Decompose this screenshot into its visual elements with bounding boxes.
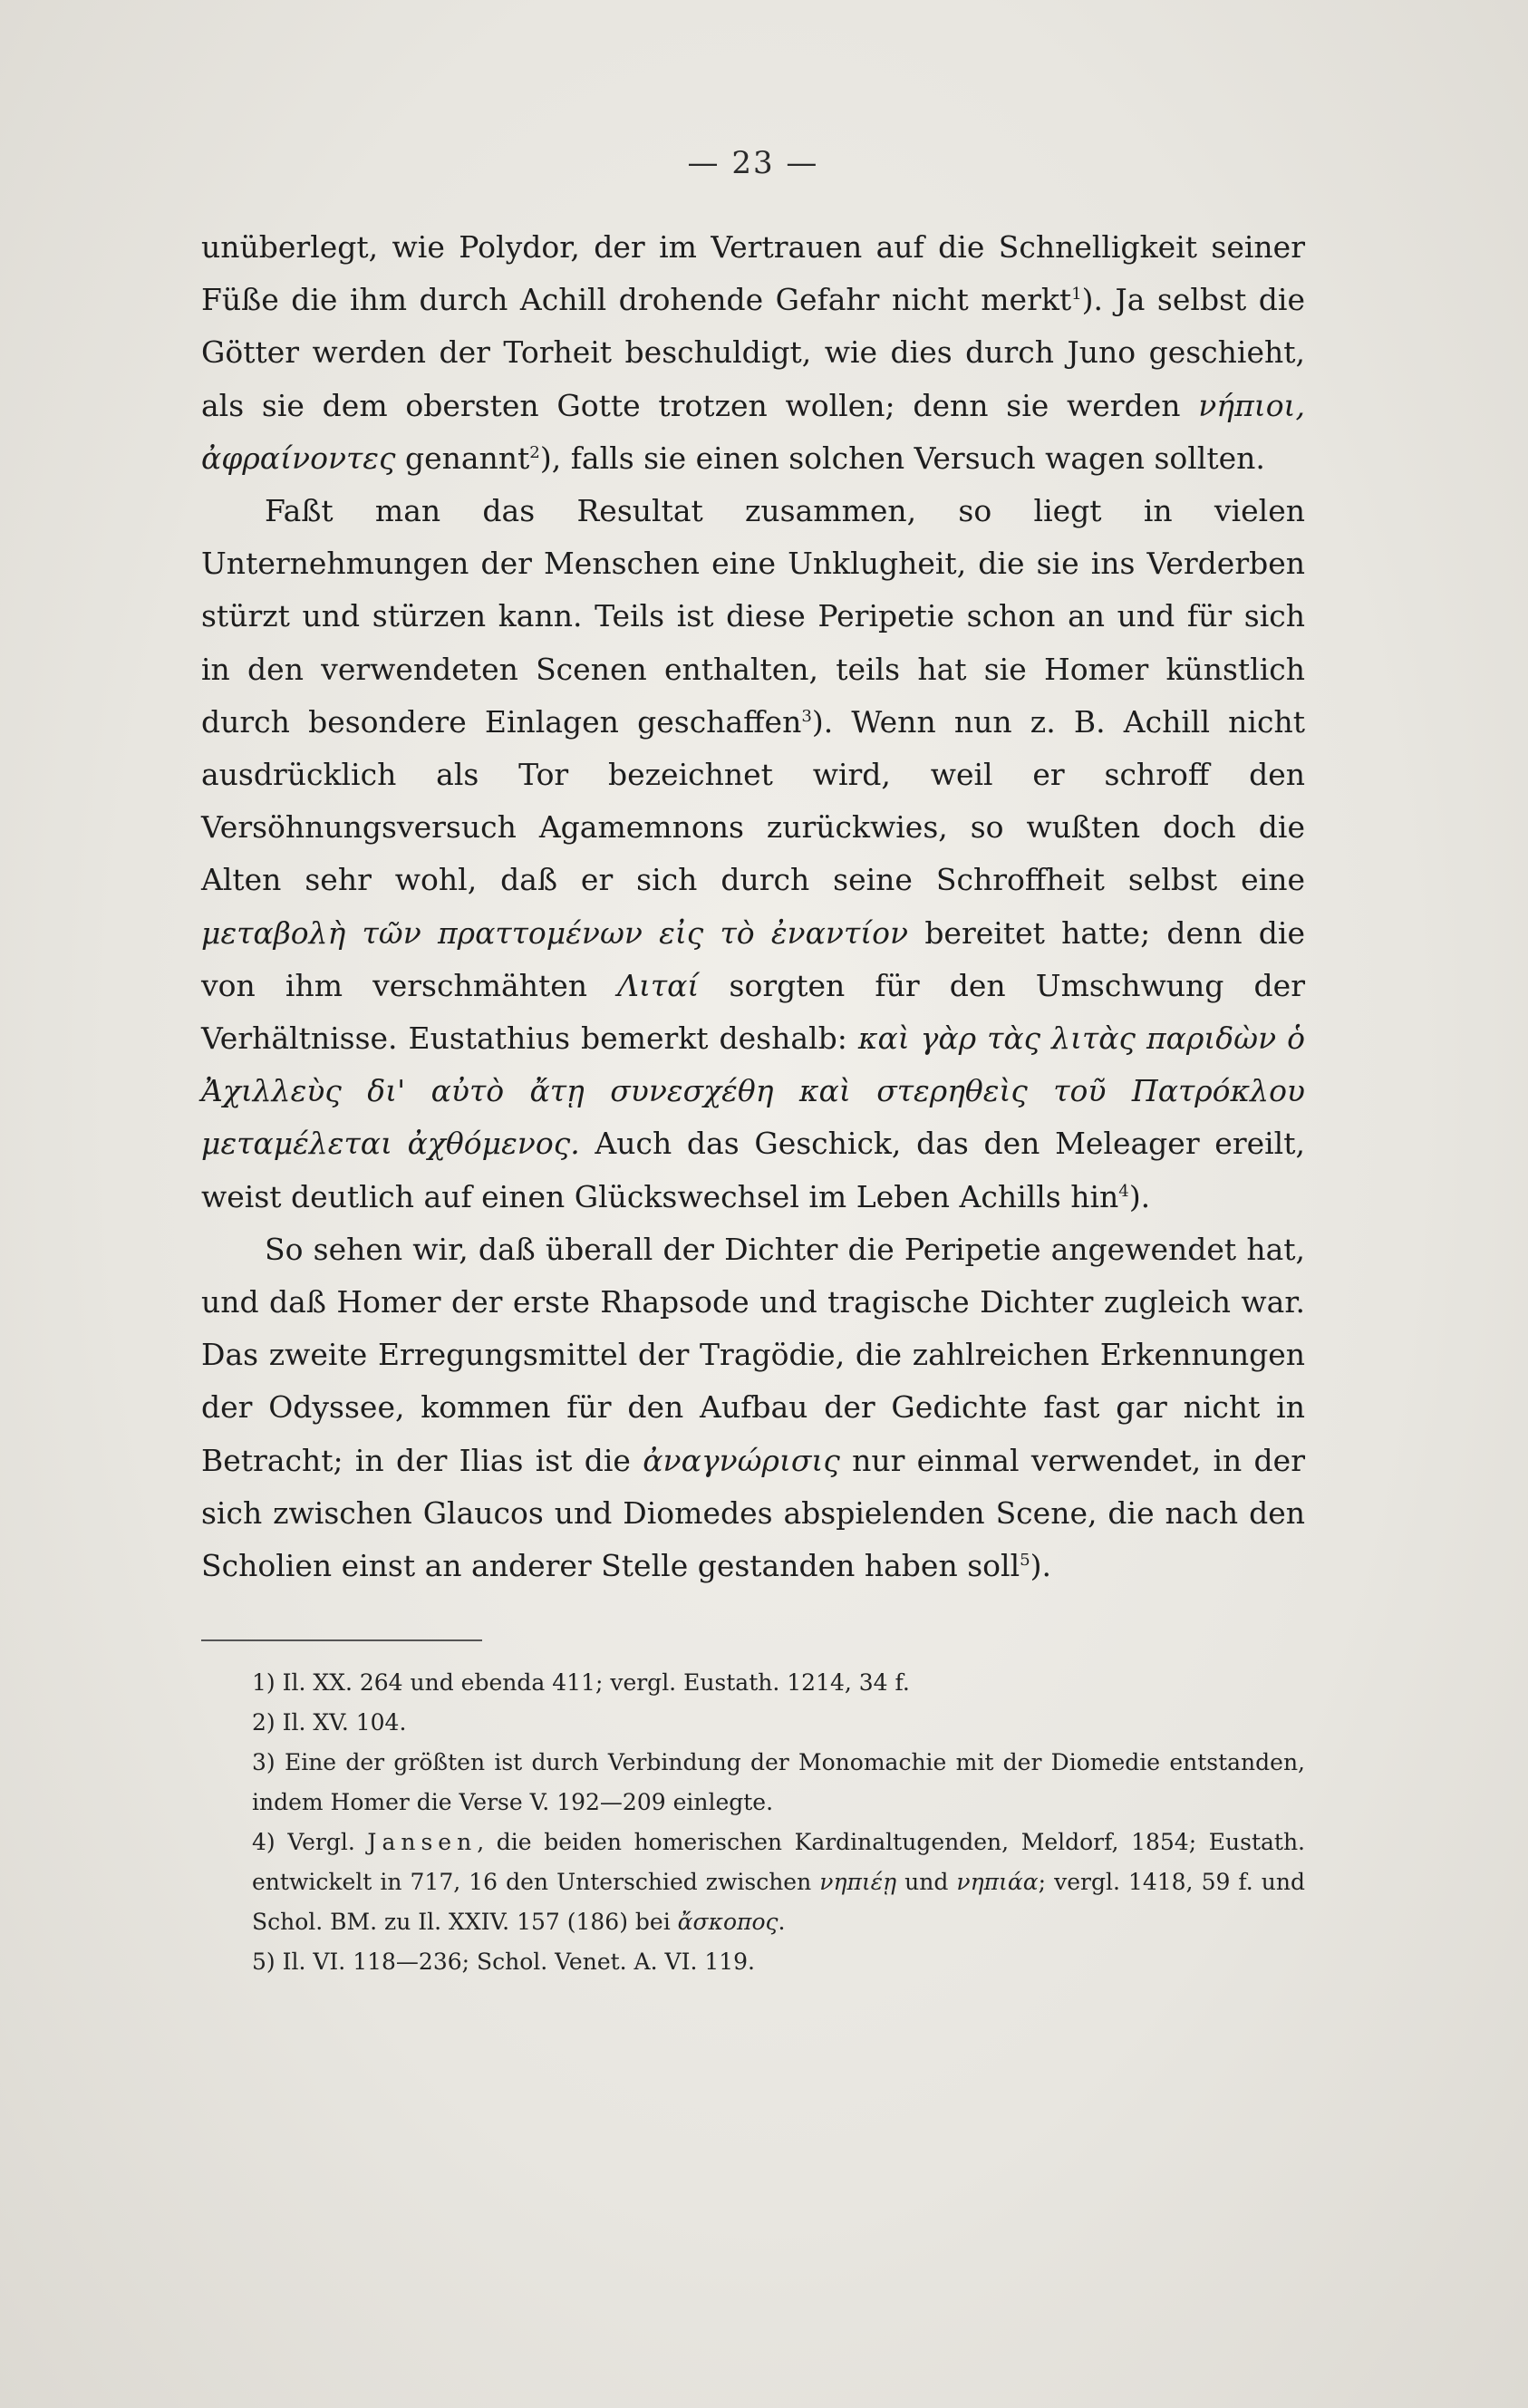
text-run: Faßt man das Resultat zusammen, so liegt in vielen Unternehmungen der Menschen eine Unklugheit, die sie ins Verderben stürzt und stürzen kann. Teils ist diese Peripetie schon an und für sich in den verwendeten Scenen enthalten, teils hat sie Homer künstlich durch besondere Einlagen geschaffen [201, 493, 1305, 740]
paragraph-2 [201, 485, 1305, 1223]
greek-quotation: νηπιέῃ [819, 1869, 897, 1896]
footnotes [201, 1663, 1305, 1982]
text-run: Il. VI. 118—236; Schol. Venet. A. VI. 119. [282, 1949, 755, 1976]
footnote-reference: 4 [1118, 1181, 1129, 1201]
text-run: , die beiden homerischen Kardinaltugenden, Meldorf, 1854; Eustath. entwickelt in 717, 16 den Unterschied zwischen [252, 1829, 1305, 1896]
footnote-4 [201, 1823, 1305, 1942]
text-run: ). Wenn nun z. B. Achill nicht ausdrücklich als Tor bezeichnet wird, weil er schroff den Versöhnungsversuch Agamemnons zurückwies, so wußten doch die Alten sehr wohl, daß er sich durch seine Schroffheit selbst eine [201, 703, 1305, 898]
text-run: sorgten für den Umschwung der Verhältnisse. Eustathius bemerkt deshalb: [201, 967, 1305, 1057]
paragraph-1 [201, 221, 1305, 485]
text-run: und [896, 1869, 957, 1896]
paragraph-3 [201, 1223, 1305, 1592]
main-text [201, 221, 1305, 1592]
footnote-reference: 1 [1071, 285, 1082, 305]
footnote-reference: 2 [529, 442, 540, 462]
footnote-reference: 5 [1020, 1551, 1030, 1571]
greek-quotation: ἀναγνώρισις [643, 1442, 840, 1478]
text-run: Vergl. [287, 1829, 368, 1856]
greek-quotation: Λιταί [617, 967, 700, 1003]
footnote-2 [201, 1703, 1305, 1743]
page-number: — 23 — [687, 145, 819, 181]
greek-quotation: μεταβολὴ τῶν πραττομένων εἰς τὸ ἐναντίον [201, 914, 909, 951]
text-run: ). [1030, 1548, 1052, 1584]
text-run: ), falls sie einen solchen Versuch wagen sollten. [539, 440, 1265, 476]
text-run: Il. XV. 104. [282, 1709, 407, 1736]
footnote-divider [201, 1639, 482, 1641]
footnote-marker: 4) [252, 1829, 288, 1856]
text-run: Il. XX. 264 und ebenda 411; vergl. Eustath. 1214, 34 f. [282, 1669, 910, 1697]
footnote-marker: 5) [252, 1949, 283, 1976]
text-run: bereitet hatte; denn die von ihm verschmähten [201, 914, 1305, 1003]
text-run: genannt [395, 440, 530, 476]
text-run: ). Ja selbst die Götter werden der Torheit beschuldigt, wie dies durch Juno geschieht, als sie dem obersten Gotte trotzen wollen; denn sie werden [201, 282, 1305, 423]
text-run: . [778, 1909, 786, 1936]
spaced-author-name: Jansen [367, 1829, 478, 1856]
footnote-1 [201, 1663, 1305, 1703]
book-page [201, 136, 1305, 1982]
text-run: Auch das Geschick, das den Meleager ereilt, weist deutlich auf einen Glückswechsel im Leben Achills hin [201, 1126, 1305, 1214]
text-run: So sehen wir, daß überall der Dichter die Peripetie angewendet hat, und daß Homer der erste Rhapsode und tragische Dichter zugleich war. Das zweite Erregungsmittel der Tragödie, die zahlreichen Erkennungen der Odyssee, kommen für den Aufbau der Gedichte fast gar nicht in Betracht; in der Ilias ist die [201, 1231, 1305, 1478]
greek-quotation: καὶ γὰρ τὰς λιτὰς παριδὼν ὁ Ἀχιλλεὺς δι' αὐτὸ ἄτῃ συνεσχέθη καὶ στερηθεὶς τοῦ Πατρόκλου μεταμέλεται ἀχθόμενος. [201, 1020, 1305, 1162]
greek-quotation: ἄσκοπος [677, 1909, 779, 1936]
text-run: unüberlegt, wie Polydor, der im Vertrauen auf die Schnelligkeit seiner Füße die ihm durch Achill drohende Gefahr nicht merkt [201, 229, 1305, 318]
footnote-reference: 3 [801, 706, 812, 726]
footnote-3 [201, 1743, 1305, 1823]
text-run: Eine der größten ist durch Verbindung der Monomachie mit der Diomedie entstanden, indem Homer die Verse V. 192—209 einlegte. [252, 1749, 1306, 1816]
text-run: nur einmal verwendet, in der sich zwischen Glaucos und Diomedes abspielenden Scene, die nach den Scholien einst an anderer Stelle gestanden haben soll [201, 1442, 1305, 1584]
footnote-5 [201, 1942, 1305, 1982]
footnote-marker: 1) [252, 1669, 283, 1697]
footnote-marker: 2) [252, 1709, 283, 1736]
footnote-marker: 3) [252, 1749, 285, 1776]
text-run: ). [1128, 1178, 1151, 1214]
greek-quotation: νηπιάα [956, 1869, 1039, 1896]
text-run: ; vergl. 1418, 59 f. und Schol. BM. zu Il. XXIV. 157 (186) bei [252, 1869, 1305, 1936]
greek-quotation: νήπιοι, ἀφραίνοντες [201, 387, 1305, 476]
